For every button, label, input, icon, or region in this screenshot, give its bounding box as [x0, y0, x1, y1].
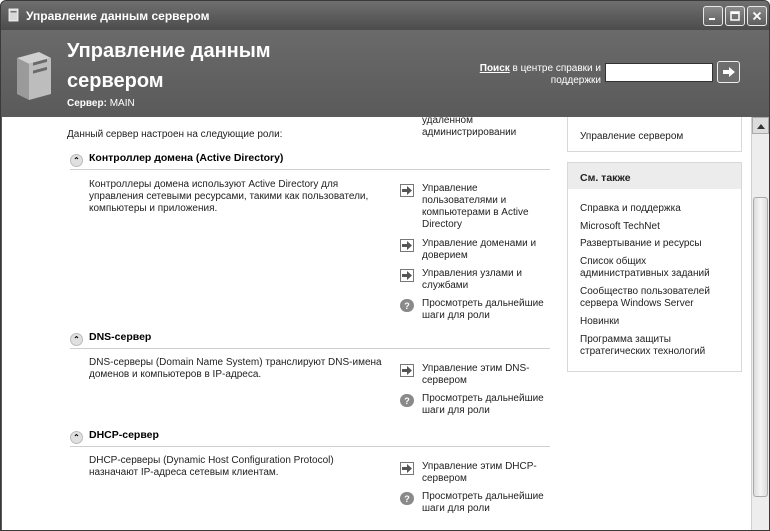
role-title-label: Контроллер домена (Active Directory)	[89, 152, 284, 164]
chevron-up-icon	[757, 123, 765, 129]
action-next-steps-dhcp[interactable]	[400, 491, 550, 515]
role-title-label: DNS-сервер	[89, 331, 152, 343]
desc-line: назначают IP-адреса сетевым клиентам.	[89, 467, 279, 478]
role-description	[89, 455, 389, 479]
action-label	[422, 461, 537, 485]
sidebar-link-help[interactable]: Справка и поддержка	[580, 203, 681, 214]
action-label-line: шаги для роли	[422, 405, 490, 416]
link-line: стратегических технологий	[580, 346, 706, 357]
desc-line: Контроллеры домена используют Active Directory для	[89, 179, 339, 190]
link-line: административных заданий	[580, 268, 710, 279]
collapse-icon[interactable]: ⌃	[70, 333, 83, 346]
action-label-line: Управление этим DNS-	[422, 363, 530, 374]
action-label-line: пользователями и	[422, 195, 507, 206]
action-label-line: Управления узлами и	[422, 268, 522, 279]
action-label-line: шаги для роли	[422, 503, 490, 514]
arrow-icon	[400, 364, 414, 377]
help-icon: ?	[400, 394, 414, 407]
search-label	[461, 63, 601, 87]
minimize-icon	[708, 11, 718, 21]
see-also-title: См. также	[568, 163, 741, 189]
server-name: MAIN	[109, 98, 135, 109]
role-title-label: DHCP-сервер	[89, 429, 159, 441]
page-title-line2: сервером	[67, 70, 164, 92]
arrow-icon	[400, 269, 414, 282]
action-label-line: компьютерами в Active	[422, 207, 529, 218]
action-next-steps-dns[interactable]	[400, 393, 550, 417]
title-bar	[1, 1, 769, 30]
link-line: сервера Windows Server	[580, 298, 694, 309]
action-label-line: Просмотреть дальнейшие	[422, 491, 544, 502]
search-label-rest: в центре справки и	[509, 63, 601, 74]
scroll-thumb[interactable]	[753, 197, 768, 497]
sidebar-link-news[interactable]: Новинки	[580, 316, 620, 327]
link-line: Сообщество пользователей	[580, 286, 710, 297]
close-button[interactable]	[747, 6, 767, 26]
action-label-line: шаги для роли	[422, 310, 490, 321]
server-label: Сервер:	[67, 98, 107, 109]
help-icon: ?	[400, 492, 414, 505]
action-label-line: удаленном	[422, 117, 473, 126]
page-header	[1, 30, 769, 117]
maximize-button[interactable]	[725, 6, 745, 26]
divider	[70, 169, 550, 170]
action-manage-dhcp[interactable]	[400, 461, 550, 485]
sidebar-link-manage-server[interactable]: Управление сервером	[580, 131, 684, 142]
maximize-icon	[730, 11, 740, 21]
action-label	[422, 238, 536, 262]
action-manage-domains[interactable]	[400, 238, 550, 262]
page-title-line1: Управление данным	[67, 40, 271, 62]
search-label-bold: Поиск	[479, 63, 510, 74]
action-label-line: Просмотреть дальнейшие	[422, 393, 544, 404]
action-label-line: Управление	[422, 183, 478, 194]
action-manage-users[interactable]	[400, 183, 550, 231]
desc-line: доменов и компьютеров в IP-адреса.	[89, 369, 262, 380]
action-next-steps-ad[interactable]	[400, 298, 550, 322]
desc-line: DHCP-серверы (Dynamic Host Configuration Protocol)	[89, 455, 334, 466]
role-description	[89, 357, 389, 381]
search-label-line2: поддержки	[550, 75, 601, 86]
arrow-icon	[400, 462, 414, 475]
action-label-line: Управление доменами и	[422, 238, 537, 249]
sidebar-link-admin-tasks[interactable]	[580, 256, 740, 280]
desc-line: DNS-серверы (Domain Name System) транслируют DNS-имена	[89, 357, 382, 368]
window-title: Управление данным сервером	[26, 9, 210, 23]
arrow-icon	[400, 117, 414, 129]
action-label	[422, 183, 529, 231]
collapse-icon[interactable]: ⌃	[70, 431, 83, 444]
main-content	[2, 117, 751, 530]
divider	[70, 348, 550, 349]
divider	[70, 446, 550, 447]
role-title-dhcp[interactable]	[70, 429, 159, 444]
action-label-line: Управление этим DHCP-	[422, 461, 537, 472]
role-description	[89, 179, 389, 215]
link-line: Список общих	[580, 256, 647, 267]
arrow-icon	[400, 239, 414, 252]
arrow-right-icon	[722, 65, 736, 79]
action-label-line: администрировании	[422, 127, 517, 138]
help-icon: ?	[400, 299, 414, 312]
action-label-line: сервером	[422, 473, 467, 484]
action-label	[422, 491, 544, 515]
action-label	[422, 117, 516, 139]
sidebar-link-community[interactable]	[580, 286, 740, 310]
server-app-icon	[7, 8, 21, 22]
action-label-line: службами	[422, 280, 469, 291]
action-label	[422, 268, 522, 292]
action-partial[interactable]	[400, 117, 550, 139]
action-label-line: сервером	[422, 375, 467, 386]
server-info	[67, 98, 135, 109]
role-title-dns[interactable]	[70, 331, 151, 346]
action-manage-sites[interactable]	[400, 268, 550, 292]
arrow-icon	[400, 184, 414, 197]
sidebar-link-technet[interactable]: Microsoft TechNet	[580, 221, 660, 232]
action-label-line: Просмотреть дальнейшие	[422, 298, 544, 309]
close-icon	[752, 11, 762, 21]
action-label	[422, 393, 544, 417]
sidebar-link-deployment[interactable]: Развертывание и ресурсы	[580, 238, 702, 249]
desc-line: компьютеры и приложения.	[89, 203, 218, 214]
collapse-icon[interactable]: ⌃	[70, 154, 83, 167]
page-title	[67, 36, 367, 96]
action-label-line: Directory	[422, 219, 463, 230]
search-input[interactable]	[605, 63, 713, 82]
sidebar-link-security[interactable]	[580, 334, 740, 358]
action-label	[422, 363, 530, 387]
roles-intro: Данный сервер настроен на следующие роли:	[67, 129, 283, 140]
desc-line: управления сетевыми ресурсами, такими как пользователи,	[89, 191, 369, 202]
action-label-line: доверием	[422, 250, 468, 261]
server-icon	[13, 48, 55, 102]
link-line: Программа защиты	[580, 334, 671, 345]
action-manage-dns[interactable]	[400, 363, 550, 387]
role-title-ad[interactable]	[70, 152, 283, 167]
action-label	[422, 298, 544, 322]
search-go-button[interactable]	[717, 61, 740, 83]
scroll-up-button[interactable]	[752, 117, 769, 134]
minimize-button[interactable]	[703, 6, 723, 26]
